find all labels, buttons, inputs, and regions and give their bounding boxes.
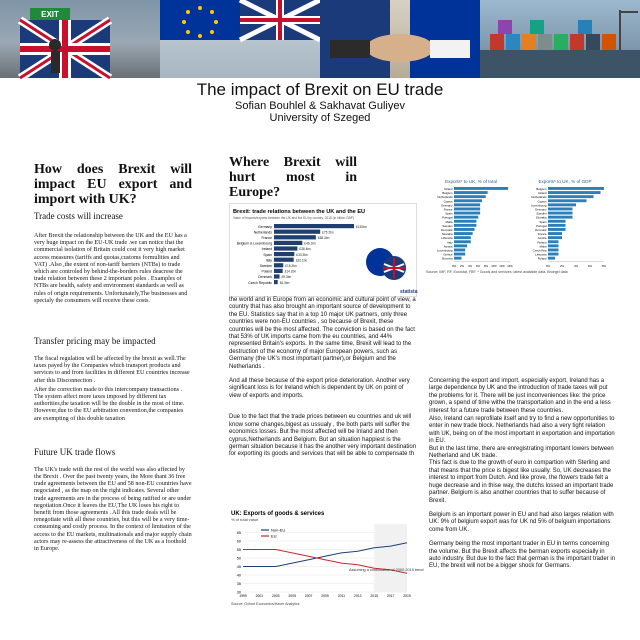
chart2-bar [454,240,471,243]
paragraph-fiscal: The fiscal regulation will be affected by the brexit as well.The taxes payed by the Companies which transport products and services to and from facilities in different EU countries increase after this Disconnection . [34,356,190,384]
chart1-value-label: £6.3bn [279,280,290,285]
chart2-category-label: Slovenia [441,256,453,261]
chart1-category-label: Belgium & Luxembourg [236,241,272,246]
chart2-bar [454,195,486,198]
chart1-bar [274,269,283,273]
chart3-bar [548,216,573,219]
uk-exports-chart [229,508,424,608]
left-heading: How does Brexit will impact EU export and import with UK? [34,162,192,207]
chart3-category-label: Austria [537,236,547,241]
right-column-text [429,378,617,571]
uk-exports-line-chart [229,508,424,608]
chart3-bar [548,228,566,231]
chart3-category-label: Czech Rep [532,248,547,253]
chart3-tick-label: 0% [545,263,551,268]
chart2-category-label: Austria [443,244,453,249]
poster-authors: Sofian Bouhlel & Sakhavat Guliyev [235,100,405,112]
statista-bar-chart [230,204,416,296]
chart1-bar [274,224,354,228]
chart2-category-label: Germany [440,203,453,208]
paragraph-taxation: After the correction made to this intercompany transactions . The system affect more taxes imposed by different tax authorities,the taxation will be the double in the most of time. However,due to the EU arbitration convention,the companies are exempting of this double taxation [34,386,185,422]
chart1-value-label: £46.1bn [304,241,316,246]
chart4-legend-label: EU [271,533,277,539]
chart1-bar [274,246,297,250]
chart1-bar [274,230,320,234]
chart4-y-tick-label: 65 [236,531,241,535]
chart3-category-label: Spain [539,219,547,224]
chart2-category-label: France [443,207,453,212]
chart3-bar [548,236,562,239]
chart1-bar [274,263,283,267]
exit-sign-illustration [0,0,160,78]
paragraph-ireland-loss: And all these because of the export price deterioration. Another very significant loss is for Ireland which is dependent by UK on point of view of exports and imports. [229,378,410,399]
chart1-bar [274,258,294,262]
chart2-category-label: Ireland [443,187,453,191]
chart2-bar [454,253,465,256]
chart3-bar [548,249,559,252]
chart3-bar [548,191,601,194]
eu-uk-flags [366,248,406,280]
exports-share-bar-chart [426,176,516,272]
chart1-value-label: £15.2bn [285,264,297,268]
subheading-transfer-pricing: Transfer pricing may be impacted [34,336,156,346]
chart1-bar [274,235,316,239]
chart1-category-label: Ireland [261,247,272,252]
paragraph-ireland-export: Concerning the export and import, especially export, Ireland has a large dependence by UK and the introduction of trade taxes will put the problems for it. There will be just inconveniences like: the price grown, a spend of time withe the transportation and in the end a less interest for a future trade between these countries. [429,378,611,414]
chart1-bar [274,280,278,284]
chart3-category-label: Portugal [536,223,547,228]
chart2-category-label: Luxembourg [436,248,453,253]
banner-image-port [480,0,640,78]
chart3-bar [548,187,604,190]
paragraph-euro-growth: This fact is due to the growth of euro in compartion with Sterling and that means that the price is bigest like usually. So, UK decreases the interest to import from Dutch. And like prove, the flowers trade felt a huge decrease and in thise way, the dutchs lossed an important trade partner. Belgium is also another countries that to suffer because of Brexit. [429,460,614,504]
chart2-tick-label: 10% [491,263,497,268]
chart4-y-tick-label: 50 [236,556,241,561]
paragraph-trade-costs: After Brexit the relationship between the UK and the EU has a very huge impact on the EU-UK trade .we can notice that the commercial isolation of Britain could cost it very high market access measures (tariffs and quotas,customs formulities and VAT) .Also ,the extent of non-tariff barriers (NTBs) to trade which are controled by behind-the-borders rules deacrese the trade relation between these 2 important poles . Examples of NTBs are health, safety and environment standards as well as rules of origin requirements. Unfortunately,The businesses and specialy the consumers will receive these costs. [34,233,188,304]
chart2-category-label: Slovakia [441,232,453,237]
chart4-x-tick-label: 2007 [304,594,313,598]
chart3-category-label: Denmark [535,228,547,232]
chart3-bar [548,224,566,227]
paragraph-partners: the world and in Europe from an economic and cultural point of view, a country that has also brought an important source of development to the EU. Statistics say that in a top 10 major UK partners, only three countries were non-EU countries , so because of Brexit, these countries will be the most affected. The conviction is based on the fact that 53% of UK imports came from the eu countries, and 44% represented Britain's exports. In the same time, Brexit will lead to the destruction of the economy of major European powers, such as Germany (the UK's most important partner),or Belgium and the Netherlands . [229,297,416,370]
chart2-bar [454,257,461,260]
chart4-title: UK: Exports of goods & services [231,511,325,517]
chart1-title: Brexit: trade relations between the UK and the EU [233,209,366,215]
chart4-y-tick-label: 35 [236,582,241,586]
chart3-bar [548,212,573,215]
chart3-bar [548,244,559,247]
chart2-tick-label: 12% [499,263,505,268]
chart2-bar [454,224,476,227]
paragraph-future-trade: The UK's trade with the rest of the world was also affected by the Brexit . Over the past twenty years, the More thant 36 free trade agreements between the EU and 58 non-EU countries have negociated , as the map on the right indicates. Several other trade agreements are in the process of being ratified or are under negotiation.Once it leaves the EU,The UK loses his right to benefit from those agreements . All this trade deals will be renegotiate with all these countries, but this will be a very time-consuming and costly process. In the context of limitation of the access to the EU markets, multinationals and major supply chain actors may re-assess the attractiveness of the UK as a foothold in Europe. [34,466,192,553]
chart1-value-label: £33.3bn [296,252,308,257]
handshake-illustration [320,0,480,78]
chart3-category-label: Malta [539,244,547,249]
header-banner [0,0,640,78]
chart2-category-label: Spain [445,211,453,216]
chart4-x-tick-label: 2009 [321,594,329,598]
chart4-projection-shade [374,524,407,592]
chart2-tick-label: 0% [451,263,457,268]
chart2-category-label: Italy [447,240,453,245]
chart3-bar [548,203,576,206]
banner-image-exit [0,0,160,78]
chart1-category-label: Sweden [259,264,272,268]
chart1-value-label: £14.2bn [284,269,297,274]
port-illustration [480,0,640,78]
chart2-bar [454,203,480,206]
chart2-bar [454,191,488,194]
chart3-category-label: Germany [534,207,547,212]
chart2-category-label: Lithuania [441,236,453,241]
chart4-x-tick-label: 2015 [370,594,378,598]
chart1-value-label: £9.3bn [281,275,292,280]
chart3-category-label: Lithuania [535,252,547,257]
chart4-annotation: Assuming a continuation of 2000-2015 trend [349,568,424,572]
chart1-bar [274,241,302,245]
chart1-category-label: Germany [258,224,272,229]
chart4-y-tick-label: 45 [236,565,241,569]
chart3-bar [548,253,559,256]
chart3-bar [548,195,594,198]
chart2-tick-label: 14% [507,263,513,268]
chart2-tick-label: 6% [475,263,481,268]
chart4-x-tick-label: 2013 [354,594,362,598]
left-column [34,162,192,553]
chart3-category-label: Slovakia [535,215,547,220]
chart4-x-tick-label: 2005 [288,594,296,598]
chart1-value-label: £32.1bn [295,258,308,263]
chart4-x-tick-label: 2019 [403,594,411,598]
chart2-bar [454,187,508,190]
chart2-tick-label: 4% [467,263,473,268]
chart3-category-label: Finland [537,240,547,245]
chart2-bar [454,228,475,231]
middle-heading: Where Brexit will hurt most in Europe? [229,155,357,200]
paragraph-germany: Germany being the most important trader in EU in terms concerning the volume. But the Brexit affects the berman exports especially in auto industry. But due to the fact that german is the important trader in EU, the brexit will not be a bigger shock for Germans. [429,541,615,570]
chart2-bar [454,249,465,252]
paragraph-belgium: Belgium is an important power in EU and had also larges relation with UK: 9% of belgium export was for UK nd 5% of belgium importations come from UK. [429,511,614,533]
chart2-title: Exports* to UK, % of total [445,179,497,184]
chart4-x-tick-label: 2017 [386,594,395,598]
paragraph-netherlands-lower: But in the last time, there are enregistrating important lowers between Netherland and UK trade. [429,445,614,460]
chart2-category-label: Portugal [442,215,453,220]
banner-image-flags [160,0,320,78]
chart1-source: statista [400,289,418,295]
chart2-bar [454,212,480,215]
chart3-category-label: Poland [537,256,547,261]
chart4-y-tick-label: 60 [236,539,241,544]
chart4-y-tick-label: 30 [236,590,241,595]
chart1-value-label: £38.4bn [299,247,311,252]
chart1-category-label: Denmark [258,275,272,280]
paragraph-ireland-reprofile: Also, Ireland can reprofilate itself and try to find a new opportunities to enter in new trade block. Netherlands had also a very tight relation with UK, being on of the most important in exportation and importation in EU. [429,416,615,445]
chart2-bar [454,244,467,247]
chart2-bar [454,199,482,202]
subheading-trade-costs: Trade costs will increase [34,211,123,221]
chart1-value-label: £75.2bn [322,230,334,235]
exports-gdp-chart [520,176,610,272]
chart3-bar [548,220,566,223]
poster-title: The impact of Brexit on EU trade [196,80,444,99]
chart1-subtitle: Value of imports/exports between the UK and the EU by country, 2015 (in billion GBP) [233,216,354,220]
chart1-value-label: £130bn [356,224,367,229]
chart2-bar [454,220,476,223]
chart3-tick-label: 6% [587,263,593,268]
flags-illustration [160,0,320,78]
chart3-category-label: Belgium [536,187,547,191]
chart4-source: Source: Oxford Economics/Haver Analytics [231,602,300,606]
exports-gdp-bar-chart [520,176,610,272]
chart4-y-tick-label: 40 [236,573,241,578]
chart3-tick-label: 4% [573,263,579,268]
chart3-category-label: Netherlands [531,195,547,200]
chart3-category-label: France [537,232,547,237]
chart2-category-label: Netherlands [437,195,453,200]
paragraph-trade-prices: Due to the fact that the trade prices between eu countries and uk will know some changes,bigest as ussualy , the both parts will suffer the economics losses. But the most affected will be Inland and then cyprus,Netherlands and Belgium. But an situation happiest is the german situation because it has the another very important destination for exporting its goods and services that will be able to compensate th [229,414,417,458]
chart2-category-label: Denmark [441,228,453,232]
chart4-x-tick-label: 2011 [337,594,346,598]
chart1-category-label: Spain [263,252,272,257]
chart1-bar [274,252,294,256]
exports-share-chart [426,176,516,272]
chart2-tick-label: 2% [459,263,465,268]
chart3-tick-label: 2% [559,263,565,268]
chart3-bar [548,208,573,211]
chart1-category-label: France [261,236,272,240]
chart4-y-tick-label: 55 [236,548,241,552]
chart3-bar [548,232,562,235]
chart2-category-label: Belgium [442,191,453,196]
chart4-ylabel: % of total value [231,517,259,522]
chart1-category-label: Poland [261,269,272,274]
chart2-bar [454,236,471,239]
chart3-category-label: Cyprus [537,199,547,204]
poster-affiliation: University of Szeged [269,112,371,124]
chart3-category-label: Sweden [536,211,547,216]
chart3-bar [548,257,555,260]
middle-heading-wrap [229,155,357,200]
chart4-x-tick-label: 2003 [272,594,280,598]
subheading-future-trade: Future UK trade flows [34,446,116,457]
exit-sign-text: EXIT [41,10,59,19]
exports-charts-footnote: Source: IMF, RF, Eurostat, FBF. * Goods and services; latest available data. Bruegel data [426,270,568,274]
chart1-value-label: £68.3bn [317,236,330,240]
chart2-category-label: Cyprus [443,199,453,204]
poster-title-block [0,78,640,134]
chart2-bar [454,208,480,211]
chart2-bar [454,232,473,235]
chart2-bar [454,216,478,219]
chart1-category-label: Netherlands [253,230,272,235]
chart4-x-tick-label: 1999 [239,594,247,598]
chart3-tick-label: 8% [601,263,607,268]
chart1-category-label: Czech Republic [248,280,272,285]
chart3-title: Exports* to UK, % of GDP [538,179,592,184]
chart4-x-tick-label: 2001 [255,594,264,598]
chart2-category-label: Greece [443,252,453,257]
chart2-tick-label: 8% [483,263,489,268]
chart3-category-label: Ireland [537,191,547,196]
statista-chart [229,203,417,297]
chart2-category-label: Sweden [442,223,453,228]
banner-image-handshake [320,0,480,78]
chart1-bar [274,274,280,278]
chart3-bar [548,199,587,202]
middle-column-text [229,297,417,459]
chart3-category-label: Luxembourg [530,203,547,208]
chart1-category-label: Italy [265,258,272,263]
chart2-category-label: Malta [445,219,453,224]
chart3-bar [548,240,559,243]
chart4-legend-label: Non-EU [271,527,286,533]
